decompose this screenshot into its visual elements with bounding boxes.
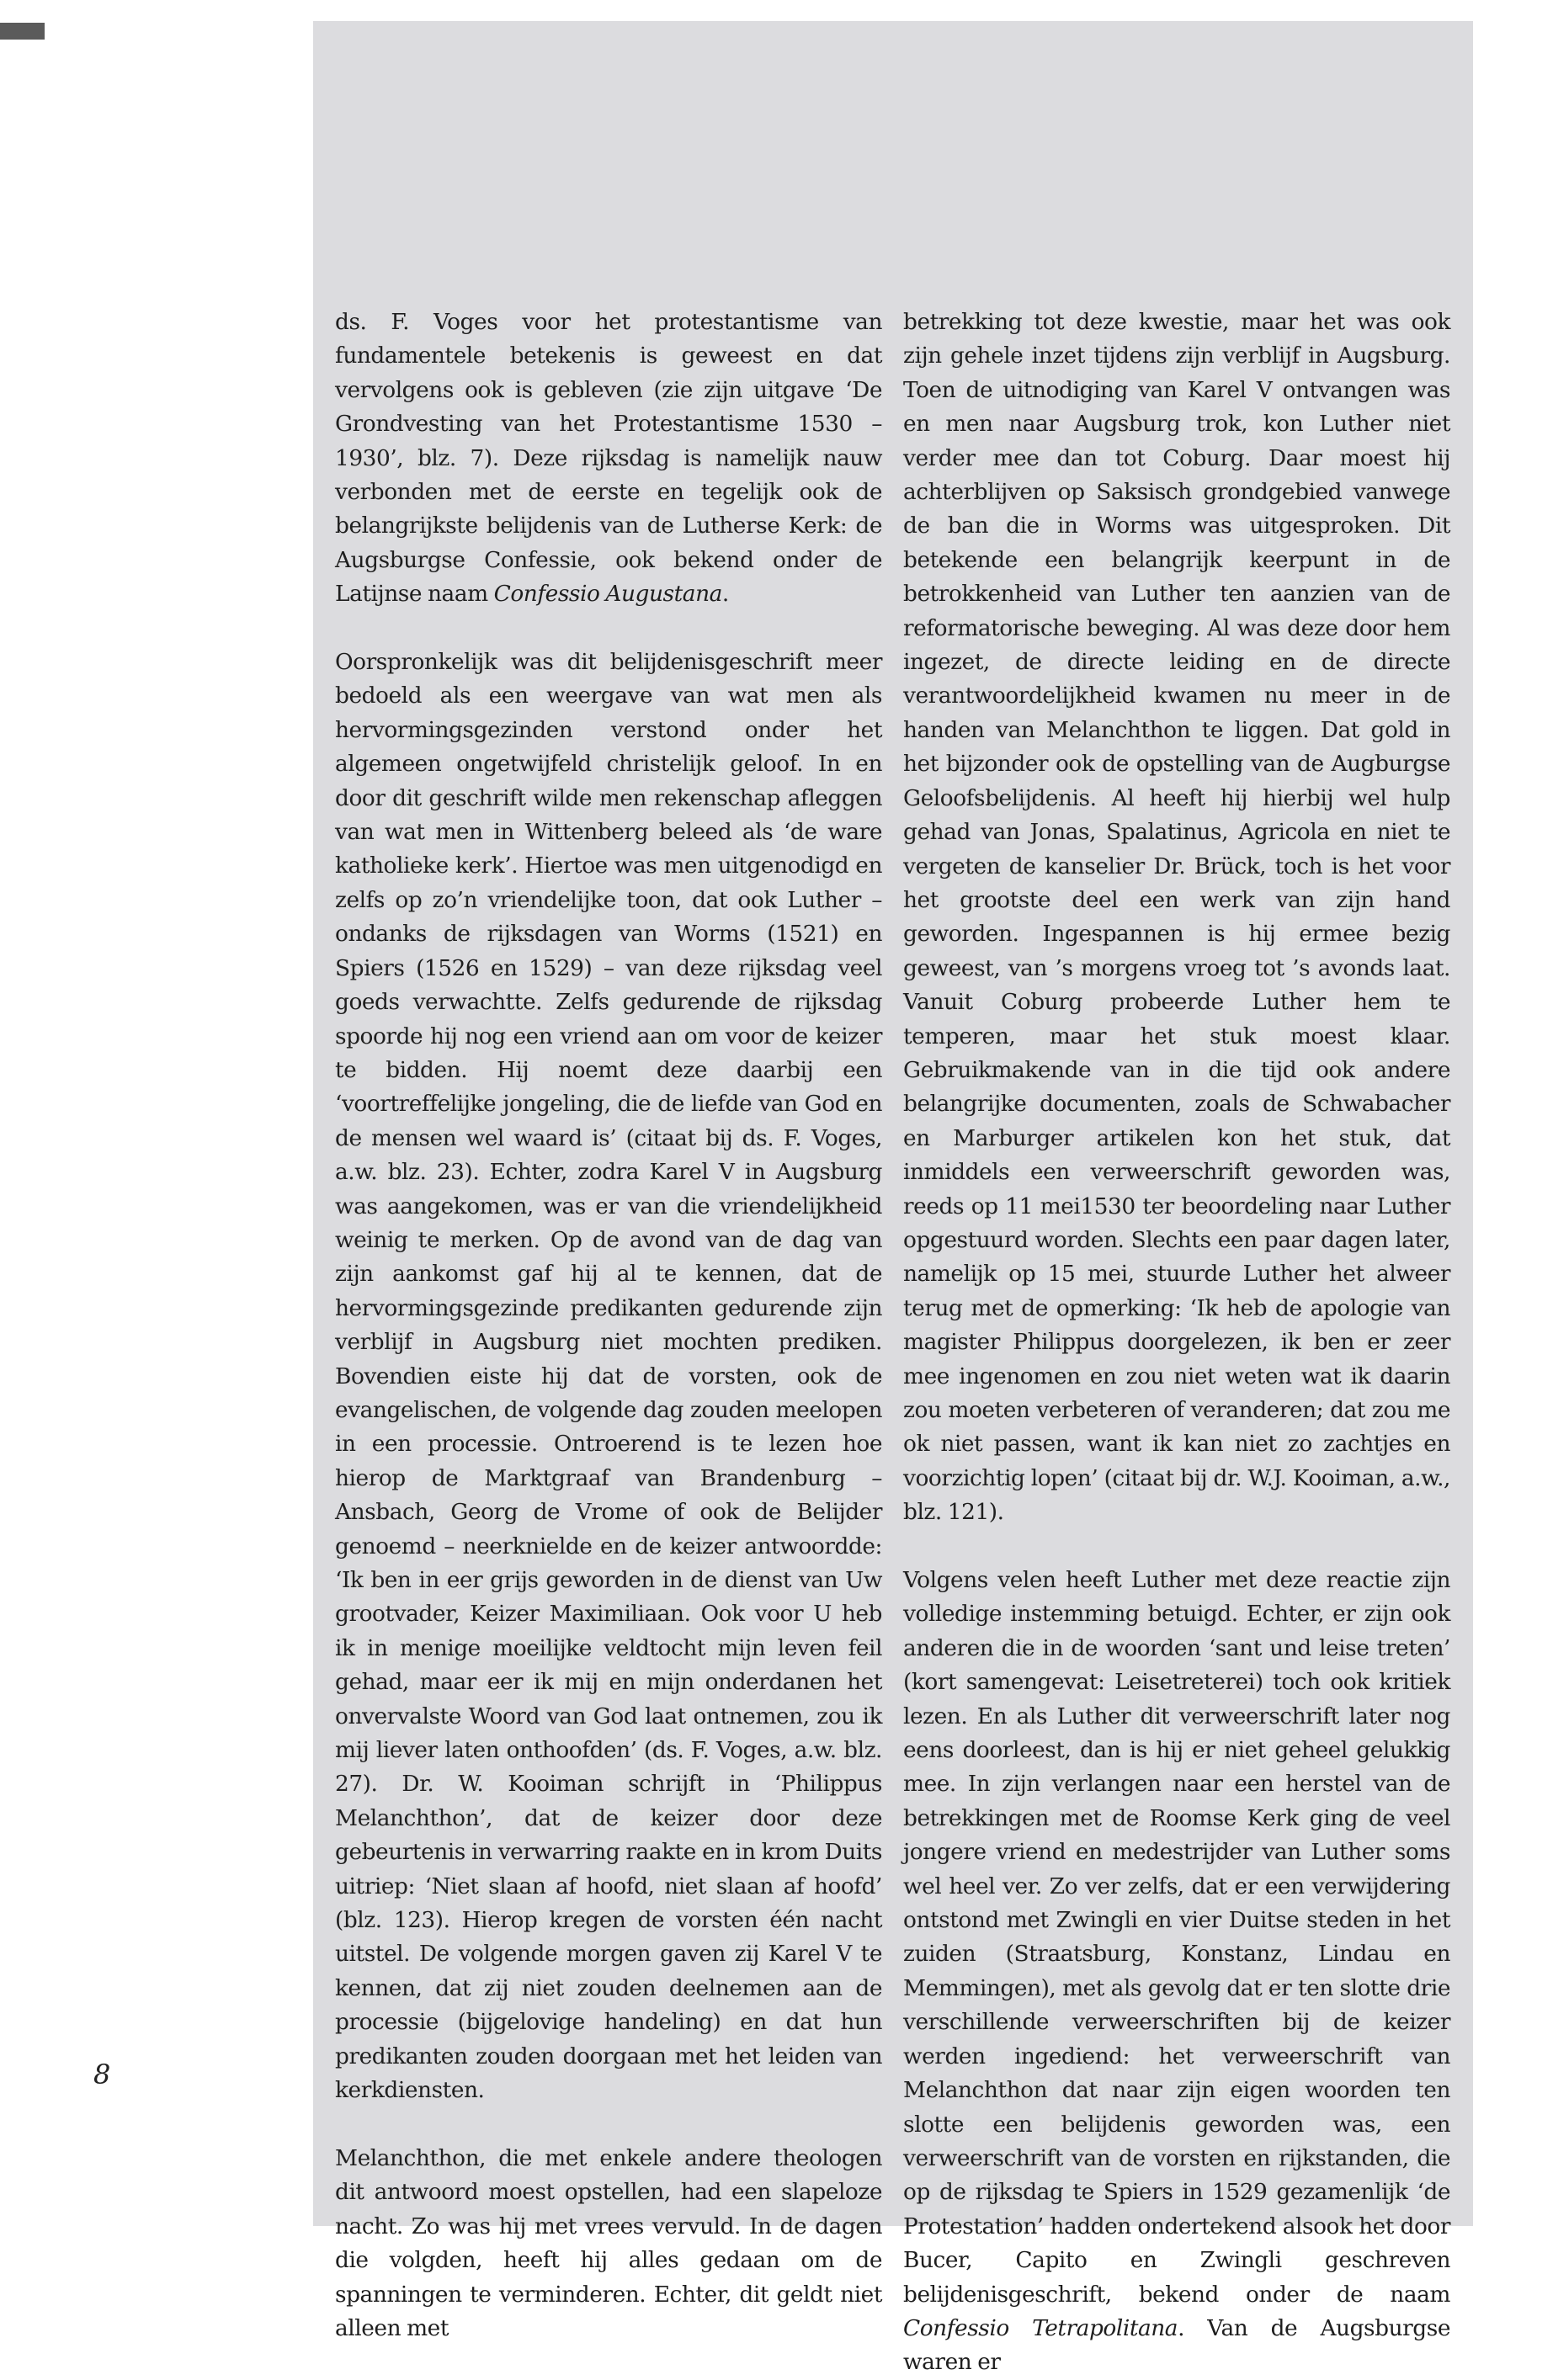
paragraph: Melanchthon, die met enkele andere theologen dit antwoord moest opstellen, had een slapeloze nacht. Zo was hij met vrees vervuld. In de dagen die volgden, heeft hij alles gedaan om de spanningen te verminderen. Echter, dit geldt niet alleen met	[335, 2144, 882, 2341]
corner-tab-marker	[0, 23, 45, 40]
left-column	[335, 305, 882, 2345]
paragraph: betrekking tot deze kwestie, maar het was ook zijn gehele inzet tijdens zijn verblijf in Augsburg. Toen de uitnodiging van Karel V ontvangen was en men naar Augsburg trok, kon Luther niet verder mee dan tot Coburg. Daar moest hij achterblijven op Saksisch grondgebied vanwege de ban die in Worms was uitgesproken. Dit betekende een belangrijk keerpunt in de betrokkenheid van Luther ten aanzien van de reformatorische beweging. Al was deze door hem ingezet, de directe leiding en de directe verantwoordelijkheid kwamen nu meer in de handen van Melanchthon te liggen. Dat gold in het bijzonder ook de opstelling van de Augburgse Geloofsbelijdenis. Al heeft hij hierbij wel hulp gehad van Jonas, Spalatinus, Agricola en niet te vergeten de kanselier Dr. Brück, toch is het voor het grootste deel een werk van zijn hand geworden. Ingespannen is hij ermee bezig geweest, van ’s morgens vroeg tot ’s avonds laat. Vanuit Coburg probeerde Luther hem te temperen, maar het stuk moest klaar. Gebruikmakende van in die tijd ook andere belangrijke documenten, zoals de Schwabacher en Marburger artikelen kon het stuk, dat inmiddels een verweerschrift geworden was, reeds op 11 mei1530 ter beoordeling naar Luther opgestuurd worden. Slechts een paar dagen later, namelijk op 15 mei, stuurde Luther het alweer terug met de opmerking: ‘Ik heb de apologie van magister Philippus doorgelezen, ik ben er zeer mee ingenomen en zou niet weten wat ik daarin zou moeten verbeteren of veranderen; dat zou me ok niet passen, want ik kan niet zo zachtjes en voorzichtig lopen’ (citaat bij dr. W.J. Kooiman, a.w., blz. 121).	[903, 309, 1450, 1526]
italic-term: Confessio Tetrapolitana	[903, 2314, 1178, 2341]
paragraph: Oorspronkelijk was dit belijdenisgeschrift meer bedoeld als een weergave van wat men als hervormingsgezinden verstond onder het algemeen ongetwijfeld christelijk geloof. In en door dit geschrift wilde men rekenschap afleggen van wat men in Wittenberg beleed als ‘de ware katholieke kerk’. Hiertoe was men uitgenodigd en zelfs op zo’n vriendelijke toon, dat ook Luther – ondanks de rijksdagen van Worms (1521) en Spiers (1526 en 1529) – van deze rijksdag veel goeds verwachtte. Zelfs gedurende de rijksdag spoorde hij nog een vriend aan om voor de keizer te bidden. Hij noemt deze daarbij een ‘voortreffelijke jongeling, die de liefde van God en de mensen wel waard is’ (citaat bij ds. F. Voges, a.w. blz. 23). Echter, zodra Karel V in Augsburg was aangekomen, was er van die vriendelijkheid weinig te merken. Op de avond van de dag van zijn aankomst gaf hij al te kennen, dat de hervormingsgezinde predikanten gedurende zijn verblijf in Augsburg niet mochten prediken. Bovendien eiste hij dat de vorsten, ook de evangelischen, de volgende dag zouden meelopen in een processie. Ontroerend is te lezen hoe hierop de Marktgraaf van Brandenburg – Ansbach, Georg de Vrome of ook de Belijder genoemd – neerknielde en de keizer antwoordde: ‘Ik ben in eer grijs geworden in de dienst van Uw grootvader, Keizer Maximiliaan. Ook voor U heb ik in menige moeilijke veldtocht mijn leven feil gehad, maar eer ik mij en mijn onderdanen het onvervalste Woord van God laat ontnemen, zou ik mij liever laten onthoofden’ (ds. F. Voges, a.w. blz. 27). Dr. W. Kooiman schrijft in ‘Philippus Melanchthon’, dat de keizer door deze gebeurtenis in verwarring raakte en in krom Duits uitriep: ‘Niet slaan af hoofd, niet slaan af hoofd’ (blz. 123). Hierop kregen de vorsten één nacht uitstel. De volgende morgen gaven zij Karel V te kennen, dat zij niet zouden deelnemen aan de processie (bijgelovige handeling) en dat hun predikanten zouden doorgaan met het leiden van kerkdiensten.	[335, 649, 882, 2104]
paragraph: Volgens velen heeft Luther met deze reactie zijn volledige instemming betuigd. Echter, er zijn ook anderen die in de woorden ‘sant und leise treten’ (kort samengevat: Leisetreterei) toch ook kritiek lezen. En als Luther dit verweerschrift later nog eens doorleest, dan is hij er niet geheel gelukkig mee. In zijn verlangen naar een herstel van de betrekkingen met de Roomse Kerk ging de veel jongere vriend en medestrijder van Luther soms wel heel ver. Zo ver zelfs, dat er een verwijdering ontstond met Zwingli en vier Duitse steden in het zuiden (Straatsburg, Konstanz, Lindau en Memmingen), met als gevolg dat er ten slotte drie verschillende verweerschriften bij de keizer werden ingediend: het verweerschrift van Melanchthon dat naar zijn eigen woorden ten slotte een belijdenis geworden was, een verweerschrift van de vorsten en rijkstanden, die op de rijksdag te Spiers in 1529 gezamenlijk ‘de Protestation’ hadden ondertekend alsook het door Bucer, Capito en Zwingli geschreven belijdenisgeschrift, bekend onder de naam Confessio Tetrapolitana. Van de Augsburgse waren er	[903, 1567, 1451, 2376]
right-column	[903, 305, 1450, 2380]
paragraph: ds. F. Voges voor het protestantisme van fundamentele betekenis is geweest en dat vervolgens ook is gebleven (zie zijn uitgave ‘De Grondvesting van het Protestantisme 1530 – 1930’, blz. 7). Deze rijksdag is namelijk nauw verbonden met de eerste en tegelijk ook de belangrijkste belijdenis van de Lutherse Kerk: de Augsburgse Confessie, ook bekend onder de Latijnse naam Confessio Augustana.	[335, 309, 882, 608]
italic-term: Confessio Augustana	[493, 581, 722, 608]
page-number: 8	[93, 2059, 111, 2090]
